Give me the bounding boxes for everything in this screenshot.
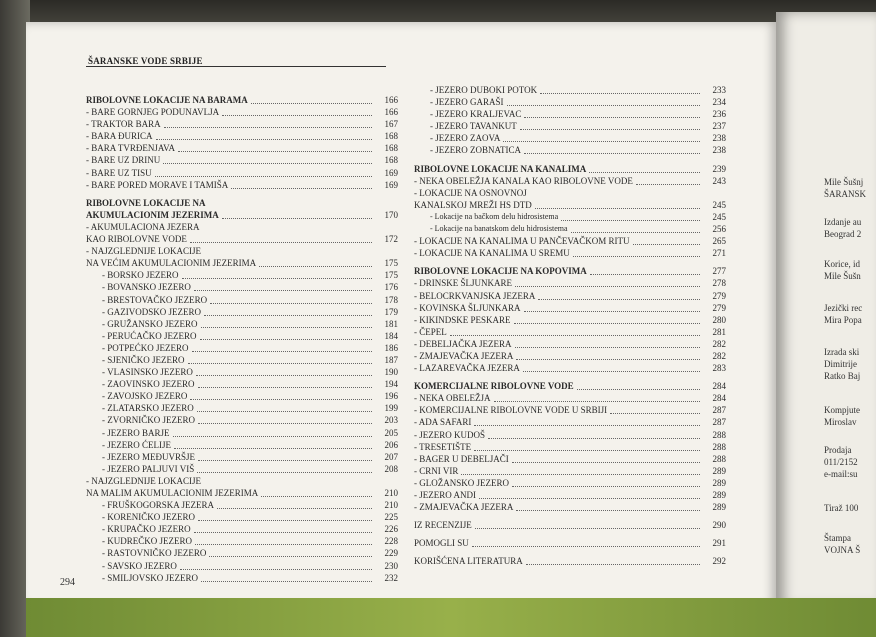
toc-entry-title: NA MALIM AKUMULACIONIM JEZERIMA xyxy=(86,488,259,498)
toc-entry-page: 239 xyxy=(712,163,726,174)
toc-entry-page: 184 xyxy=(384,330,398,341)
toc-leader-dots xyxy=(512,453,700,463)
toc-entry-title: - JEZERO DUBOKI POTOK xyxy=(430,85,538,95)
toc-entry-title: - RASTOVNIČKO JEZERO xyxy=(102,548,207,559)
toc-leader-dots xyxy=(450,326,700,336)
toc-entry-page: 229 xyxy=(384,548,398,559)
toc-entry-page: 233 xyxy=(712,85,726,95)
toc-entry-title: - BAGER U DEBELJAČI xyxy=(414,453,509,464)
toc-entry-page: 271 xyxy=(712,248,726,259)
toc-entry-page: 283 xyxy=(712,363,726,374)
toc-entry-page: 226 xyxy=(384,524,398,535)
toc-entry-page: 230 xyxy=(384,560,398,571)
toc-entry-title: - BORSKO JEZERO xyxy=(102,270,179,281)
toc-entry-page: 245 xyxy=(712,199,726,210)
toc-entry-page: 166 xyxy=(384,95,398,105)
toc-entry-title: NA VEĆIM AKUMULACIONIM JEZERIMA xyxy=(86,258,257,269)
toc-entry-title: - ZVORNIČKO JEZERO xyxy=(102,415,195,426)
toc-entry-page: 225 xyxy=(384,512,398,523)
imprint-line: Ratko Baj xyxy=(824,371,861,381)
toc-entry-title: - LOKACIJE NA OSNOVNOJ xyxy=(414,187,527,198)
page-header: ŠARANSKE VODE SRBIJE xyxy=(88,56,203,66)
toc-entry-title: - JEZERO MEĐUVRŠJE xyxy=(102,451,196,462)
toc-entry-page: 181 xyxy=(384,318,398,329)
imprint-line: Prodaja xyxy=(824,445,852,455)
toc-entry-title: - JEZERO ZAOVA xyxy=(430,133,501,144)
toc-leader-dots xyxy=(204,306,372,316)
toc-entry-page: 196 xyxy=(384,391,398,402)
toc-entry-title: - JEZERO ZOBNATICA xyxy=(430,145,521,156)
toc-entry-title: - GAZIVODSKO JEZERO xyxy=(102,306,201,317)
imprint-line: Štampa xyxy=(824,533,851,543)
toc-entry-page: 168 xyxy=(384,155,398,166)
toc-entry-page: 168 xyxy=(384,131,398,142)
toc-entry-title: RIBOLOVNE LOKACIJE NA KANALIMA xyxy=(414,163,587,174)
toc-leader-dots xyxy=(180,560,372,570)
toc-entry-page: 228 xyxy=(384,536,398,547)
toc-leader-dots xyxy=(231,179,372,189)
toc-leader-dots xyxy=(538,290,700,300)
toc-entry-title: - GRUŽANSKO JEZERO xyxy=(102,318,198,329)
toc-entry-title: - JEZERO TAVANKUT xyxy=(430,121,517,132)
toc-entry-title: - LAZAREVAČKA JEZERA xyxy=(414,363,520,374)
toc-entry-title: KAO RIBOLOVNE VODE xyxy=(86,234,187,245)
toc-entry-title: IZ RECENZIJE xyxy=(414,520,472,531)
toc-entry-title: - AKUMULACIONA JEZERA xyxy=(86,221,200,232)
imprint-line: Izrada ski xyxy=(824,347,860,357)
toc-entry-title: - KRUPAČKO JEZERO xyxy=(102,524,191,535)
toc-entry-title: KANALSKOJ MREŽI HS DTD xyxy=(414,199,532,210)
toc-leader-dots xyxy=(571,223,700,233)
toc-leader-dots xyxy=(251,94,372,104)
toc-entry-page: 288 xyxy=(712,441,726,452)
toc-entry-title: - ZAOVINSKO JEZERO xyxy=(102,379,195,390)
toc-entry-title: - DRINSKE ŠLJUNKARE xyxy=(414,278,513,289)
toc-leader-dots xyxy=(222,209,372,219)
toc-leader-dots xyxy=(192,342,372,352)
toc-entry-page: 281 xyxy=(712,326,726,337)
toc-leader-dots xyxy=(488,429,700,439)
toc-entry-title: AKUMULACIONIM JEZERIMA xyxy=(86,209,219,220)
toc-entry-page: 166 xyxy=(384,107,398,118)
toc-leader-dots xyxy=(197,402,372,412)
toc-entry-page: 284 xyxy=(712,381,726,392)
toc-leader-dots xyxy=(182,269,372,279)
toc-entry-title: - SMILJOVSKO JEZERO xyxy=(102,572,199,583)
toc-leader-dots xyxy=(636,175,700,185)
toc-leader-dots xyxy=(472,537,700,547)
toc-entry-title: - Lokacije na banatskom delu hidrosistema xyxy=(430,224,568,234)
toc-entry-title: - KIKINDSKE PESKARE xyxy=(414,314,511,325)
header-rule xyxy=(86,66,386,67)
toc-leader-dots xyxy=(589,163,700,173)
toc-leader-dots xyxy=(217,499,372,509)
toc-leader-dots xyxy=(526,555,700,565)
toc-entry-title: RIBOLOVNE LOKACIJE NA BARAMA xyxy=(86,95,248,105)
toc-leader-dots xyxy=(178,142,372,152)
toc-leader-dots xyxy=(516,350,700,360)
toc-entry-title: - BRESTOVAČKO JEZERO xyxy=(102,294,208,305)
toc-leader-dots xyxy=(195,535,372,545)
toc-entry-title: - BELOCRKVANJSKA JEZERA xyxy=(414,290,536,301)
toc-entry-page: 279 xyxy=(712,302,726,313)
toc-entry-title: - BARE GORNJEG PODUNAVLJA xyxy=(86,107,220,118)
toc-leader-dots xyxy=(156,130,372,140)
toc-entry-page: 179 xyxy=(384,306,398,317)
toc-leader-dots xyxy=(197,463,372,473)
toc-entry-page: 232 xyxy=(384,572,398,583)
toc-leader-dots xyxy=(198,414,372,424)
toc-leader-dots xyxy=(515,277,700,287)
toc-entry-title: RIBOLOVNE LOKACIJE NA KOPOVIMA xyxy=(414,266,587,277)
toc-entry-page: 288 xyxy=(712,429,726,440)
toc-entry-title: - NAJZGLEDNIJE LOKACIJE xyxy=(86,475,201,486)
toc-entry-page: 288 xyxy=(712,453,726,464)
toc-leader-dots xyxy=(561,211,700,221)
toc-leader-dots xyxy=(461,465,700,475)
toc-entry-page: 265 xyxy=(712,236,726,247)
toc-entry-page: 178 xyxy=(384,294,398,305)
toc-leader-dots xyxy=(494,392,701,402)
toc-entry-page: 208 xyxy=(384,463,398,474)
toc-entry-page: 238 xyxy=(712,133,726,144)
toc-entry-page: 289 xyxy=(712,502,726,513)
toc-leader-dots xyxy=(475,519,700,529)
toc-entry-page: 205 xyxy=(384,427,398,438)
toc-entry-page: 170 xyxy=(384,209,398,220)
toc-leader-dots xyxy=(201,572,372,582)
toc-leader-dots xyxy=(479,489,700,499)
imprint-line: Mira Popa xyxy=(824,315,862,325)
toc-leader-dots xyxy=(155,167,372,177)
toc-entry-page: 186 xyxy=(384,342,398,353)
toc-entry-page: 289 xyxy=(712,477,726,488)
toc-entry-page: 279 xyxy=(712,290,726,301)
toc-leader-dots xyxy=(188,354,373,364)
toc-entry-page: 203 xyxy=(384,415,398,426)
imprint-line: 011/2152 xyxy=(824,457,858,467)
toc-leader-dots xyxy=(577,380,700,390)
toc-entry-title: - JEZERO GARAŠI xyxy=(430,97,504,108)
toc-entry-page: 282 xyxy=(712,350,726,361)
toc-entry-page: 277 xyxy=(712,266,726,277)
toc-entry-title: - ZAVOJSKO JEZERO xyxy=(102,391,188,402)
page-number: 294 xyxy=(60,577,75,588)
toc-leader-dots xyxy=(524,144,700,154)
toc-leader-dots xyxy=(514,314,701,324)
toc-entry-title: KOMERCIJALNE RIBOLOVNE VODE xyxy=(414,381,574,392)
toc-entry-title: - VLASINSKO JEZERO xyxy=(102,367,193,378)
toc-leader-dots xyxy=(196,366,372,376)
toc-leader-dots xyxy=(512,477,700,487)
toc-entry-title: - KORENIČKO JEZERO xyxy=(102,512,195,523)
toc-entry-title: - TRAKTOR BARA xyxy=(86,119,161,130)
toc-entry-page: 289 xyxy=(712,465,726,476)
imprint-line: Miroslav xyxy=(824,417,857,427)
toc-entry-page: 210 xyxy=(384,488,398,498)
toc-leader-dots xyxy=(524,302,700,312)
toc-leader-dots xyxy=(190,390,372,400)
toc-leader-dots xyxy=(503,132,700,142)
imprint-line: VOJNA Š xyxy=(824,545,861,555)
toc-entry-title: - GLOŽANSKO JEZERO xyxy=(414,477,509,488)
toc-entry-title: - CRNI VIR xyxy=(414,465,459,476)
toc-entry-title: - Lokacije na bačkom delu hidrosistema xyxy=(430,211,559,221)
toc-entry-title: - BARE UZ DRINU xyxy=(86,155,161,166)
toc-entry-page: 256 xyxy=(712,224,726,235)
toc-entry-title: - PERUĆAČKO JEZERO xyxy=(102,330,197,341)
toc-leader-dots xyxy=(164,118,372,128)
toc-leader-dots xyxy=(474,416,700,426)
imprint-line: Beograd 2 xyxy=(824,229,862,239)
toc-entry-title: - SJENIČKO JEZERO xyxy=(102,354,185,365)
toc-entry-page: 172 xyxy=(384,234,398,245)
toc-entry-page: 290 xyxy=(712,520,726,531)
toc-entry-title: - ADA SAFARI xyxy=(414,417,472,428)
toc-entry-page: 287 xyxy=(712,417,726,428)
imprint-line: Dimitrije xyxy=(824,359,857,369)
imprint-line: Mile Šušnj xyxy=(824,177,864,187)
toc-entry-title: - JEZERO PALJUVI VIŠ xyxy=(102,463,195,474)
toc-leader-dots xyxy=(633,235,700,245)
toc-entry-title: - LOKACIJE NA KANALIMA U PANČEVAČKOM RITU xyxy=(414,236,630,247)
toc-entry-page: 207 xyxy=(384,451,398,462)
toc-entry-page: 289 xyxy=(712,490,726,500)
toc-entry-title: - BARE PORED MORAVE I TAMIŠA xyxy=(86,179,229,190)
toc-entry-title: - KOVINSKA ŠLJUNKARA xyxy=(414,302,521,313)
toc-entry-title: POMOGLI SU xyxy=(414,538,469,549)
toc-entry-page: 236 xyxy=(712,109,726,120)
toc-entry-page: 190 xyxy=(384,367,398,378)
toc-entry-page: 169 xyxy=(384,167,398,178)
toc-leader-dots xyxy=(198,451,372,461)
toc-entry-title: - JEZERO KRALJEVAC xyxy=(430,109,522,120)
imprint-line: e-mail:su xyxy=(824,469,858,479)
toc-entry-title: - JEZERO KUDOŠ xyxy=(414,429,485,440)
toc-leader-dots xyxy=(516,501,700,511)
toc-entry-title: - NEKA OBELEŽJA xyxy=(414,393,491,404)
toc-entry-page: 238 xyxy=(712,145,726,156)
toc-entry-title: - POTPEĆKO JEZERO xyxy=(102,342,189,353)
toc-leader-dots xyxy=(173,427,373,437)
toc-entry-title: - ZMAJEVAČKA JEZERA xyxy=(414,350,514,361)
toc-entry-page: 287 xyxy=(712,405,726,416)
toc-leader-dots xyxy=(590,265,700,275)
toc-leader-dots xyxy=(209,547,372,557)
toc-leader-dots xyxy=(524,108,700,118)
toc-entry-title: - LOKACIJE NA KANALIMA U SREMU xyxy=(414,248,570,259)
toc-entry-page: 237 xyxy=(712,121,726,132)
toc-leader-dots xyxy=(194,523,372,533)
toc-entry-title: KORIŠĆENA LITERATURA xyxy=(414,556,523,567)
toc-entry-page: 167 xyxy=(384,119,398,130)
toc-entry-title: - BOVANSKO JEZERO xyxy=(102,282,191,293)
toc-entry-page: 176 xyxy=(384,282,398,293)
toc-leader-dots xyxy=(201,318,373,328)
toc-leader-dots xyxy=(198,511,372,521)
toc-leader-dots xyxy=(198,378,373,388)
toc-entry-title: - ZMAJEVAČKA JEZERA xyxy=(414,502,514,513)
toc-leader-dots xyxy=(507,96,701,106)
toc-entry-title: - BARE UZ TISU xyxy=(86,167,152,178)
toc-entry-page: 243 xyxy=(712,175,726,186)
toc-entry-page: 278 xyxy=(712,278,726,289)
imprint-line: Tiraž 100 xyxy=(824,503,859,513)
toc-entry-page: 194 xyxy=(384,379,398,390)
imprint-line: Jezički rec xyxy=(824,303,863,313)
toc-entry-page: 284 xyxy=(712,393,726,404)
toc-entry-title: - DEBELJAČKA JEZERA xyxy=(414,338,512,349)
imprint-line: Mile Šušn xyxy=(824,271,861,281)
toc-leader-dots xyxy=(515,338,701,348)
toc-entry-title: RIBOLOVNE LOKACIJE NA xyxy=(86,197,206,208)
toc-entry-page: 210 xyxy=(384,500,398,511)
toc-leader-dots xyxy=(190,233,372,243)
toc-leader-dots xyxy=(222,106,372,116)
toc-entry-page: 292 xyxy=(712,556,726,567)
toc-entry-page: 234 xyxy=(712,97,726,108)
toc-leader-dots xyxy=(523,362,700,372)
toc-leader-dots xyxy=(261,487,372,497)
toc-entry-page: 206 xyxy=(384,439,398,450)
toc-leader-dots xyxy=(210,294,372,304)
toc-leader-dots xyxy=(194,281,372,291)
toc-entry-title: - KOMERCIJALNE RIBOLOVNE VODE U SRBIJI xyxy=(414,405,608,416)
toc-leader-dots xyxy=(200,330,372,340)
toc-entry-title: - KUDREČKO JEZERO xyxy=(102,536,192,547)
cover-green-band xyxy=(26,598,876,637)
toc-entry-title: - FRUŠKOGORSKA JEZERA xyxy=(102,500,215,511)
toc-entry-page: 245 xyxy=(712,211,726,222)
toc-leader-dots xyxy=(520,120,700,130)
toc-entry-title: - ZLATARSKO JEZERO xyxy=(102,403,194,414)
toc-leader-dots xyxy=(259,257,372,267)
toc-entry-page: 199 xyxy=(384,403,398,414)
imprint-line: Izdanje au xyxy=(824,217,862,227)
imprint-line: Kompjute xyxy=(824,405,860,415)
toc-entry-title: - JEZERO ĆELIJE xyxy=(102,439,171,450)
toc-entry-title: - JEZERO ANDI xyxy=(414,490,476,500)
toc-entry-page: 291 xyxy=(712,538,726,549)
toc-entry-page: 168 xyxy=(384,143,398,154)
imprint-line: Korice, id xyxy=(824,259,860,269)
toc-entry-page: 282 xyxy=(712,338,726,349)
toc-entry-title: - BARA TVRĐENJAVA xyxy=(86,143,176,154)
toc-entry-page: 175 xyxy=(384,270,398,281)
toc-entry-title: - TRESETIŠTE xyxy=(414,441,472,452)
toc-entry-page: 187 xyxy=(384,354,398,365)
toc-leader-dots xyxy=(474,441,700,451)
toc-entry-title: - JEZERO BARJE xyxy=(102,427,170,438)
toc-entry-page: 175 xyxy=(384,258,398,269)
toc-leader-dots xyxy=(535,199,700,209)
toc-leader-dots xyxy=(573,247,700,257)
toc-entry-title: - NEKA OBELEŽJA KANALA KAO RIBOLOVNE VODE xyxy=(414,175,633,186)
toc-entry-title: - NAJZGLEDNIJE LOKACIJE xyxy=(86,246,201,257)
toc-leader-dots xyxy=(610,404,700,414)
toc-leader-dots xyxy=(540,84,700,94)
toc-entry-title: - ČEPEL xyxy=(414,326,447,337)
toc-entry-page: 169 xyxy=(384,179,398,190)
imprint-line: ŠARANSK xyxy=(824,189,867,199)
toc-entry-title: - BARA ĐURICA xyxy=(86,131,153,142)
toc-leader-dots xyxy=(163,154,372,164)
toc-entry-page: 280 xyxy=(712,314,726,325)
toc-entry-title: - SAVSKO JEZERO xyxy=(102,560,177,571)
toc-leader-dots xyxy=(174,439,372,449)
